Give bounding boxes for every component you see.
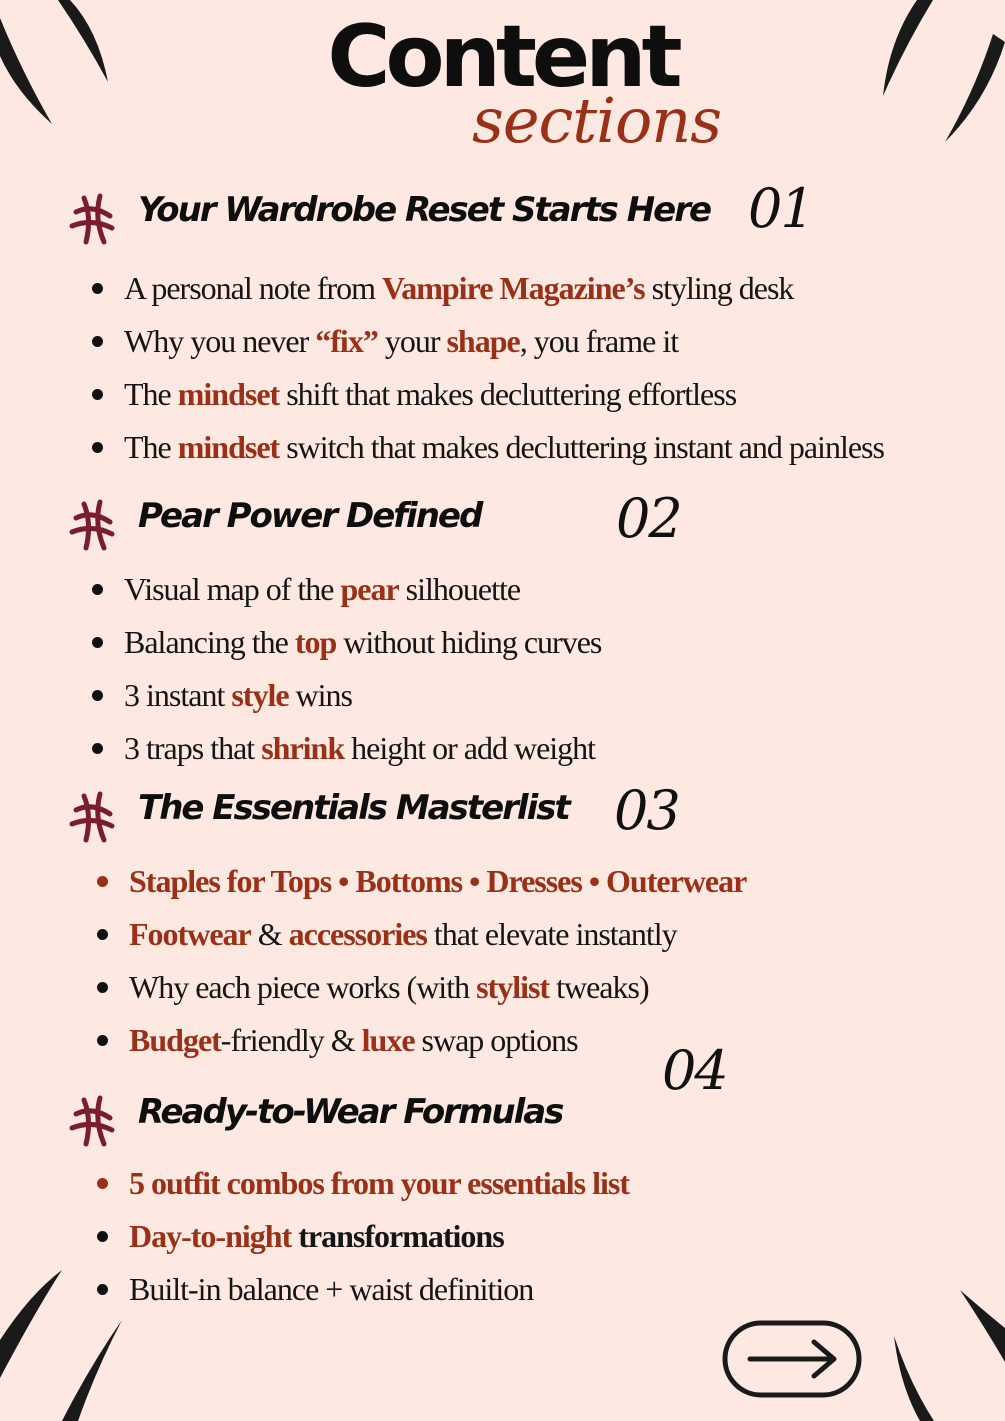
item-text: your bbox=[377, 323, 447, 359]
section-number: 02 bbox=[616, 487, 681, 550]
section-list-4 bbox=[129, 1157, 629, 1316]
item-text: Built-in balance + waist definition bbox=[129, 1271, 534, 1307]
highlight-text: 5 outfit combos from your essentials list bbox=[129, 1165, 630, 1201]
list-item bbox=[129, 1014, 746, 1067]
cross-knot-icon bbox=[64, 788, 120, 844]
list-item bbox=[124, 616, 601, 669]
item-text: The bbox=[124, 429, 178, 465]
list-item bbox=[129, 855, 746, 908]
highlight-text: Staples for Tops • Bottoms • Dresses • Outerwear bbox=[129, 863, 747, 899]
section-header-2 bbox=[64, 488, 964, 548]
highlight-text: top bbox=[294, 624, 337, 660]
item-text: swap options bbox=[414, 1022, 578, 1058]
corner-decoration-bottom-left bbox=[0, 1270, 140, 1421]
list-item bbox=[129, 961, 746, 1014]
item-text: transformations bbox=[291, 1218, 504, 1254]
cross-knot-icon bbox=[64, 1092, 120, 1148]
list-item bbox=[129, 1157, 629, 1210]
item-text: A personal note from bbox=[124, 270, 383, 306]
highlight-text: accessories bbox=[288, 916, 427, 952]
list-item bbox=[129, 908, 746, 961]
item-text: -friendly & bbox=[220, 1022, 362, 1058]
section-list-3 bbox=[129, 855, 746, 1067]
highlight-text: Vampire Magazine’s bbox=[382, 270, 645, 306]
section-header-1 bbox=[64, 177, 964, 242]
item-text: Why each piece works (with bbox=[129, 969, 477, 1005]
list-item bbox=[124, 262, 884, 315]
highlight-text: mindset bbox=[177, 429, 280, 465]
list-item bbox=[129, 1210, 629, 1263]
list-item bbox=[124, 563, 601, 616]
section-heading: Pear Power Defined bbox=[138, 496, 482, 536]
item-text: The bbox=[124, 376, 178, 412]
section-heading: Your Wardrobe Reset Starts Here bbox=[138, 190, 711, 230]
cross-knot-icon bbox=[64, 190, 120, 246]
section-heading: The Essentials Masterlist bbox=[138, 788, 569, 828]
section-number: 01 bbox=[748, 177, 813, 240]
item-text: & bbox=[250, 916, 289, 952]
item-text: 3 traps that bbox=[124, 730, 262, 766]
section-header-4 bbox=[64, 1084, 964, 1144]
highlight-text: luxe bbox=[361, 1022, 415, 1058]
arrow-right-icon bbox=[750, 1342, 834, 1376]
highlight-text: shrink bbox=[261, 730, 345, 766]
list-item bbox=[124, 669, 601, 722]
list-item bbox=[124, 368, 884, 421]
item-text: , you frame it bbox=[519, 323, 679, 359]
section-heading: Ready-to-Wear Formulas bbox=[138, 1092, 563, 1132]
highlight-text: mindset bbox=[177, 376, 280, 412]
page-title: Content bbox=[327, 7, 678, 107]
item-text: tweaks) bbox=[549, 969, 649, 1005]
item-text: 3 instant bbox=[124, 677, 232, 713]
section-number: 03 bbox=[614, 779, 679, 842]
item-text: that elevate instantly bbox=[426, 916, 677, 952]
item-text: Why you never bbox=[124, 323, 316, 359]
list-item bbox=[124, 722, 601, 775]
highlight-text: “fix” bbox=[315, 323, 378, 359]
item-text: shift that makes decluttering effortless bbox=[279, 376, 737, 412]
item-text: silhouette bbox=[398, 571, 521, 607]
cross-knot-icon bbox=[64, 496, 120, 552]
highlight-text: stylist bbox=[476, 969, 550, 1005]
next-page-button[interactable] bbox=[722, 1320, 862, 1400]
list-item bbox=[129, 1263, 629, 1316]
item-text: wins bbox=[288, 677, 352, 713]
section-header-3 bbox=[64, 780, 964, 840]
item-text: switch that makes decluttering instant and painless bbox=[279, 429, 884, 465]
section-list-1 bbox=[124, 262, 884, 474]
highlight-text: Day-to-night bbox=[129, 1218, 292, 1254]
page-subtitle: sections bbox=[472, 84, 722, 157]
item-text: Visual map of the bbox=[124, 571, 341, 607]
highlight-text: style bbox=[231, 677, 289, 713]
section-list-2 bbox=[124, 563, 601, 775]
highlight-text: pear bbox=[340, 571, 399, 607]
list-item bbox=[124, 421, 884, 474]
highlight-text: Footwear bbox=[129, 916, 251, 952]
section-number-4: 04 bbox=[662, 1039, 727, 1102]
item-text: Balancing the bbox=[124, 624, 295, 660]
item-text: height or add weight bbox=[344, 730, 596, 766]
corner-decoration-bottom-right bbox=[880, 1280, 1005, 1421]
highlight-text: Budget bbox=[129, 1022, 221, 1058]
list-item bbox=[124, 315, 884, 368]
item-text: without hiding curves bbox=[336, 624, 602, 660]
highlight-text: shape bbox=[446, 323, 520, 359]
item-text: styling desk bbox=[644, 270, 794, 306]
